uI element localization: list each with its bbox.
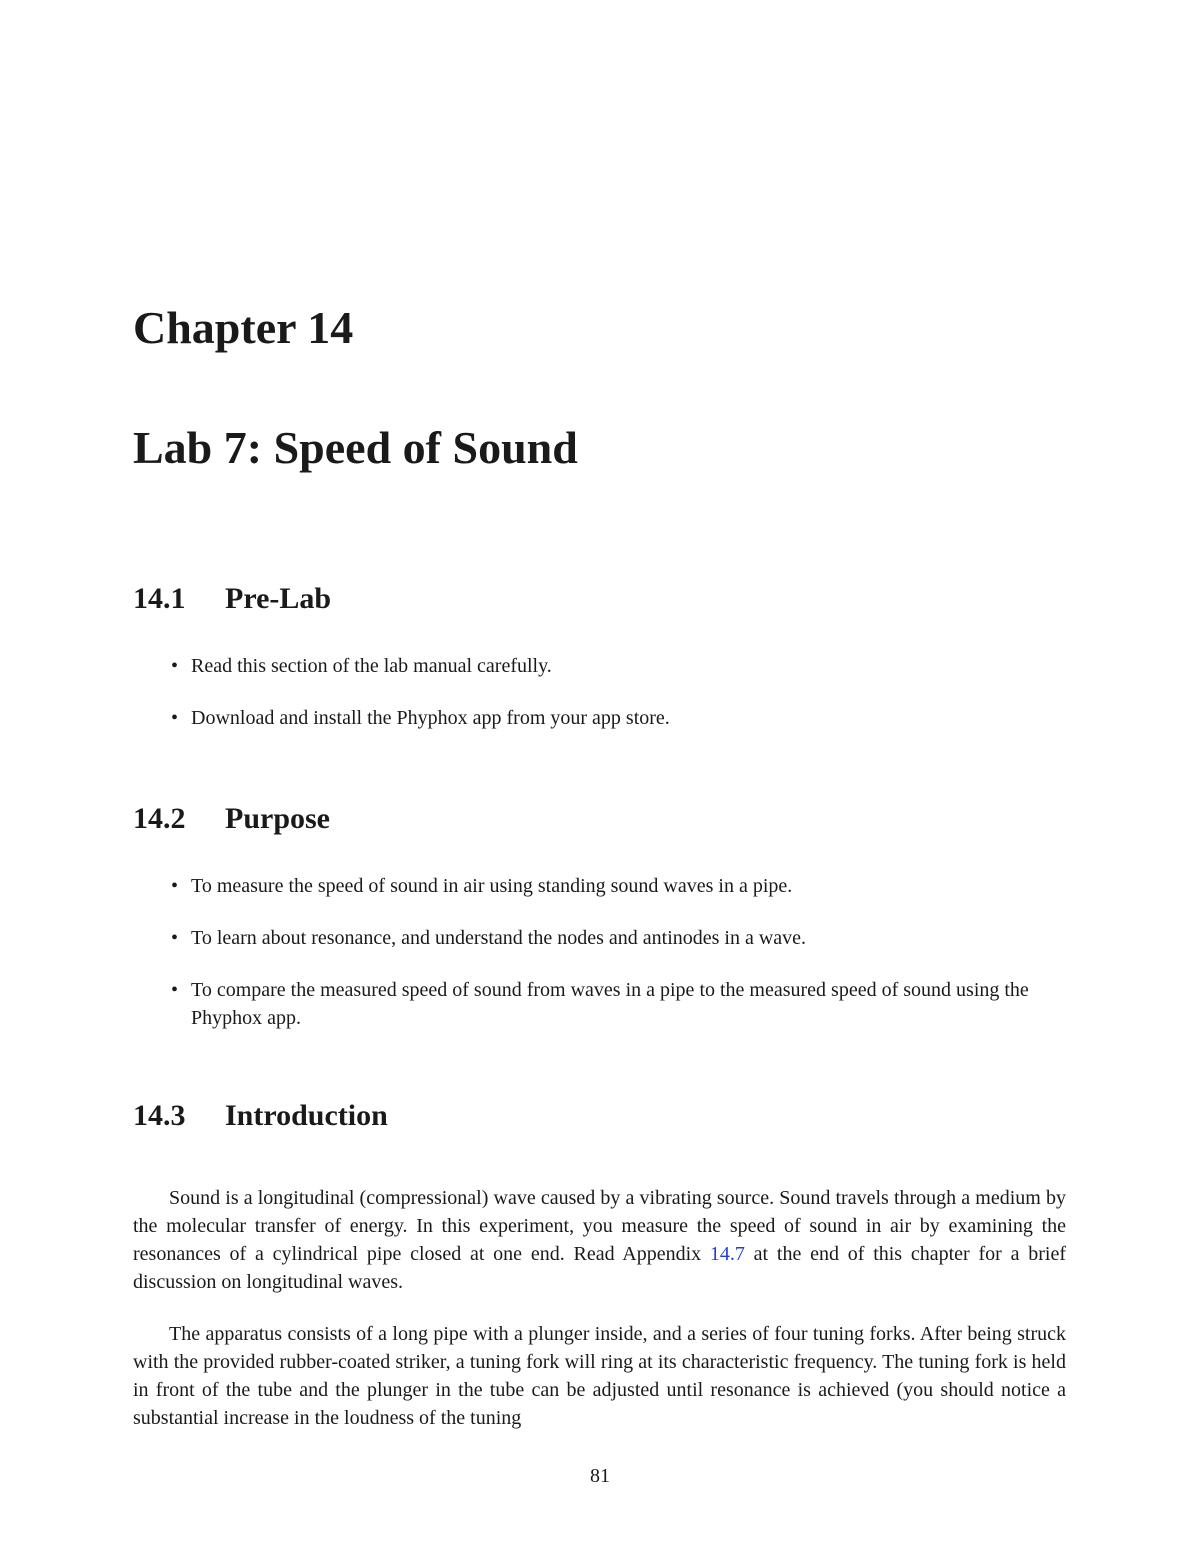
list-item: • To measure the speed of sound in air using standing sound waves in a pipe. <box>171 872 1071 900</box>
list-item: • Read this section of the lab manual carefully. <box>171 652 1071 680</box>
intro-paragraph-1 <box>133 1184 1066 1296</box>
section-number: 14.2 <box>133 802 186 835</box>
section-title: Purpose <box>225 802 330 835</box>
paragraph-text: at the end of this chapter for a brief discussion on longitudinal waves. <box>133 1243 1066 1293</box>
section-number: 14.3 <box>133 1099 186 1132</box>
section-heading-prelab <box>133 580 331 618</box>
paragraph-text: Sound is a longitudinal (compressional) wave caused by a vibrating source. Sound travels through a medium by the molecular transfer of energy. In this experiment, you measure the speed of sound in air by examining the resonances of a cylindrical pipe closed at one end. Read Appendix <box>133 1187 1066 1265</box>
section-title: Pre-Lab <box>225 582 332 615</box>
section-number: 14.1 <box>133 582 186 615</box>
purpose-list <box>171 872 1071 1032</box>
page-number: 81 <box>590 1465 610 1487</box>
intro-paragraph-2: The apparatus consists of a long pipe with a plunger inside, and a series of four tuning forks. After being struck with the provided rubber-coated striker, a tuning fork will ring at its characteristic frequency. The tuning fork is held in front of the tube and the plunger in the tube can be adjusted until resonance is achieved (you should notice a substantial increase in the loudness of the tuning <box>133 1323 1066 1429</box>
chapter-heading: Chapter 14 <box>133 302 354 353</box>
section-heading-introduction <box>133 1097 388 1135</box>
list-item: • Download and install the Phyphox app from your app store. <box>171 704 1071 732</box>
list-item: • To learn about resonance, and understand the nodes and antinodes in a wave. <box>171 924 1071 952</box>
section-heading-purpose <box>133 800 330 838</box>
appendix-link[interactable]: 14.7 <box>709 1243 745 1265</box>
section-title: Introduction <box>225 1099 388 1132</box>
list-item: • To compare the measured speed of sound from waves in a pipe to the measured speed of sound using the Phyphox app. <box>171 976 1071 1032</box>
prelab-list <box>171 652 1071 732</box>
lab-title: Lab 7: Speed of Sound <box>133 422 578 473</box>
